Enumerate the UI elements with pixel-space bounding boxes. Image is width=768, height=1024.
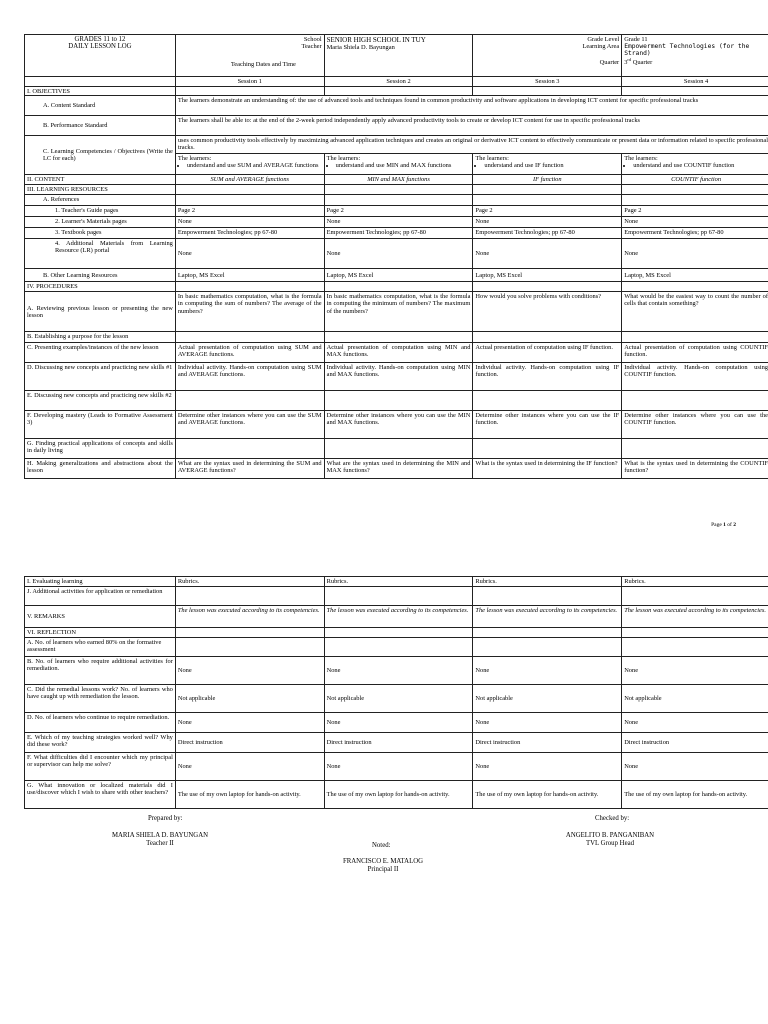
additional-activities-row: [25, 587, 768, 606]
session-3-header: Session 3: [473, 77, 622, 87]
blank-cell: [25, 77, 176, 87]
session-3-evaluating: Rubrics.: [473, 577, 622, 587]
blank-cell: [473, 282, 622, 292]
procedure-h-row: [25, 459, 768, 479]
session-4-reflection-d: None: [622, 713, 768, 733]
content-heading: II. CONTENT: [25, 175, 176, 185]
noted-name: FRANCISCO E. MATALOG: [342, 858, 424, 865]
learning-area-value: Empowerment Technologies (for the Strand): [624, 42, 750, 58]
competency-text-row: [25, 136, 768, 154]
session-3-content: IF function: [473, 175, 622, 185]
session-1-procedure-f: Determine other instances where you can use the SUM and AVERAGE functions.: [175, 411, 324, 439]
session-3-procedure-c: Actual presentation of computation using IF function.: [473, 343, 622, 363]
session-3-objective: The learners: • understand and use IF function: [473, 154, 622, 175]
session-1-header: Session 1: [175, 77, 324, 87]
session-4-reflection-c: Not applicable: [622, 685, 768, 713]
procedure-g-label: G. Finding practical applications of concepts and skills in daily living: [25, 439, 176, 459]
noted-title: Principal II: [367, 866, 399, 874]
reflection-heading: VI. REFLECTION: [25, 628, 176, 638]
textbook-label: 3. Textbook pages: [25, 228, 176, 239]
session-3-procedure-h: What is the syntax used in determining the IF function?: [473, 459, 622, 479]
session-2-reflection-d: None: [324, 713, 473, 733]
session-2-tg: Page 2: [324, 206, 473, 217]
blank-cell: [175, 195, 324, 206]
reflection-f-row: [25, 753, 768, 781]
blank-cell: [622, 332, 768, 343]
session-2-procedure-a: In basic mathematics computation, what is the formula in computing the minimum of numbers? The maximum of the numbers?: [324, 292, 473, 332]
teaching-dates-label: Teaching Dates and Time: [230, 61, 296, 69]
session-4-content: COUNTIF function: [622, 175, 768, 185]
session-2-procedure-f: Determine other instances where you can use the MIN and MAX functions.: [324, 411, 473, 439]
blank-cell: [473, 439, 622, 459]
blank-cell: [175, 332, 324, 343]
content-standard-label: A. Content Standard: [25, 96, 176, 116]
blank-cell: [175, 628, 324, 638]
additional-materials-label: 4. Additional Materials from Learning Resource (LR) portal: [25, 239, 176, 269]
prepared-by-label: Prepared by:: [148, 815, 183, 822]
objectives-heading: I. OBJECTIVES: [25, 87, 176, 96]
blank-cell: [622, 628, 768, 638]
page-number: Page 1 of 2: [711, 522, 736, 528]
session-2-evaluating: Rubrics.: [324, 577, 473, 587]
reflection-c-label: C. Did the remedial lessons work? No. of learners who have caught up with remediation the lesson.: [25, 685, 176, 713]
blank-cell: [622, 195, 768, 206]
learners-materials-label: 2. Learner's Materials pages: [25, 217, 176, 228]
performance-standard-row: [25, 116, 768, 136]
blank-cell: [324, 391, 473, 411]
reflection-a-label: A. No. of learners who earned 80% on the formative assessment: [25, 638, 176, 657]
grade-level-label: Grade Level: [587, 35, 620, 43]
session-header-row: [25, 77, 768, 87]
school-label: School: [303, 35, 322, 43]
blank-cell: [622, 282, 768, 292]
session-4-procedure-h: What is the syntax used in determining the COUNTIF function?: [622, 459, 768, 479]
session-3-reflection-g: The use of my own laptop for hands-on activity.: [473, 781, 622, 809]
session-2-reflection-b: None: [324, 657, 473, 685]
references-row: [25, 195, 768, 206]
blank-cell: [473, 185, 622, 195]
blank-cell: [324, 628, 473, 638]
header-labels-right: [473, 35, 622, 77]
teachers-guide-label: 1. Teacher's Guide pages: [25, 206, 176, 217]
blank-cell: [175, 282, 324, 292]
session-1-objective: The learners: • understand and use SUM and AVERAGE functions: [175, 154, 324, 175]
prepared-by-name: MARIA SHIELA D. BAYUNGAN: [111, 832, 209, 839]
procedure-f-label: F. Developing mastery (Leads to Formative Assessment 3): [25, 411, 176, 439]
session-4-procedure-c: Actual presentation of computation using COUNTIF function.: [622, 343, 768, 363]
textbook-row: [25, 228, 768, 239]
session-4-tg: Page 2: [622, 206, 768, 217]
reflection-g-label: G. What innovation or localized materials did I use/discover which I wish to share with other teachers?: [25, 781, 176, 809]
session-1-reflection-b: None: [175, 657, 324, 685]
school-value: SENIOR HIGH SCHOOL IN TUY: [326, 35, 426, 44]
log-title: [25, 35, 176, 77]
session-4-textbook: Empowerment Technologies; pp 67-80: [622, 228, 768, 239]
session-2-procedure-c: Actual presentation of computation using MIN and MAX functions.: [324, 343, 473, 363]
reflection-d-label: D. No. of learners who continue to require remediation.: [25, 713, 176, 733]
blank-cell: [324, 185, 473, 195]
reflection-f-label: F. What difficulties did I encounter which my principal or supervisor can help me solve?: [25, 753, 176, 781]
header-row: [25, 35, 768, 77]
blank-cell: [622, 87, 768, 96]
session-2-objective: The learners: • understand and use MIN and MAX functions: [324, 154, 473, 175]
session-2-remarks: The lesson was executed according to its competencies.: [324, 606, 473, 628]
blank-cell: [473, 195, 622, 206]
procedure-f-row: [25, 411, 768, 439]
additional-materials-row: [25, 239, 768, 269]
session-4-additional: None: [622, 239, 768, 269]
blank-cell: [622, 638, 768, 657]
blank-cell: [324, 282, 473, 292]
session-1-reflection-f: None: [175, 753, 324, 781]
other-resources-row: [25, 269, 768, 282]
prepared-by-block: [60, 832, 260, 848]
checked-by-title: TVL Group Head: [585, 840, 635, 848]
session-4-procedure-d: Individual activity. Hands-on computation using COUNTIF function.: [622, 363, 768, 391]
blank-cell: [324, 332, 473, 343]
blank-cell: [473, 638, 622, 657]
session-2-reflection-g: The use of my own laptop for hands-on activity.: [324, 781, 473, 809]
blank-cell: [622, 391, 768, 411]
blank-cell: [175, 587, 324, 606]
session-4-reflection-e: Direct instruction: [622, 733, 768, 753]
grade-level-value: Grade 11: [624, 35, 648, 43]
learners-materials-row: [25, 217, 768, 228]
session-3-procedure-a: How would you solve problems with conditions?: [473, 292, 622, 332]
session-1-additional: None: [175, 239, 324, 269]
procedure-d-label: D. Discussing new concepts and practicing new skills #1: [25, 363, 176, 391]
procedure-g-row: [25, 439, 768, 459]
session-1-textbook: Empowerment Technologies; pp 67-80: [175, 228, 324, 239]
session-2-reflection-c: Not applicable: [324, 685, 473, 713]
session-1-reflection-c: Not applicable: [175, 685, 324, 713]
header-labels-left: [175, 35, 324, 77]
lesson-log-table-page-2: [24, 576, 768, 809]
other-resources-label: B. Other Learning Resources: [25, 269, 176, 282]
teacher-value: Maria Shiela D. Bayungan: [326, 43, 395, 51]
session-3-reflection-f: None: [473, 753, 622, 781]
reflection-b-row: [25, 657, 768, 685]
blank-cell: [324, 638, 473, 657]
session-3-reflection-c: Not applicable: [473, 685, 622, 713]
additional-activities-label: J. Additional activities for application or remediation: [25, 587, 176, 606]
session-1-procedure-d: Individual activity. Hands-on computation using SUM and AVERAGE functions.: [175, 363, 324, 391]
session-1-reflection-e: Direct instruction: [175, 733, 324, 753]
session-3-procedure-f: Determine other instances where you can use the IF function.: [473, 411, 622, 439]
session-3-reflection-d: None: [473, 713, 622, 733]
reflection-d-row: [25, 713, 768, 733]
resources-heading-row: [25, 185, 768, 195]
session-2-procedure-d: Individual activity. Hands-on computation using MIN and MAX functions.: [324, 363, 473, 391]
teachers-guide-row: [25, 206, 768, 217]
learning-area-label: Learning Area: [582, 42, 620, 50]
checked-by-block: [510, 832, 710, 848]
objectives-heading-row: [25, 87, 768, 96]
blank-cell: [175, 185, 324, 195]
checked-by-label: Checked by:: [595, 815, 630, 822]
quarter-value: 3rd Quarter: [624, 57, 653, 67]
title-line-1: GRADES 11 to 12: [74, 35, 126, 43]
procedures-heading-row: [25, 282, 768, 292]
blank-cell: [175, 439, 324, 459]
blank-cell: [473, 628, 622, 638]
session-4-other: Laptop, MS Excel: [622, 269, 768, 282]
blank-cell: [622, 185, 768, 195]
session-4-procedure-a: What would be the easiest way to count the number of cells that contain something?: [622, 292, 768, 332]
blank-cell: [324, 195, 473, 206]
remarks-row: [25, 606, 768, 628]
session-1-content: SUM and AVERAGE functions: [175, 175, 324, 185]
session-2-reflection-f: None: [324, 753, 473, 781]
procedure-a-label: A. Reviewing previous lesson or presenting the new lesson: [25, 292, 176, 332]
blank-cell: [473, 332, 622, 343]
session-3-procedure-d: Individual activity. Hands-on computation using IF function.: [473, 363, 622, 391]
content-row: [25, 175, 768, 185]
evaluating-learning-label: I. Evaluating learning: [25, 577, 176, 587]
session-4-header: Session 4: [622, 77, 768, 87]
session-2-content: MIN and MAX functions: [324, 175, 473, 185]
blank-cell: [473, 391, 622, 411]
reflection-a-row: [25, 638, 768, 657]
session-2-lm: None: [324, 217, 473, 228]
session-2-procedure-h: What are the syntax used in determining the MIN and MAX functions?: [324, 459, 473, 479]
session-2-reflection-e: Direct instruction: [324, 733, 473, 753]
reflection-e-row: [25, 733, 768, 753]
blank-cell: [175, 87, 324, 96]
session-1-tg: Page 2: [175, 206, 324, 217]
session-1-procedure-h: What are the syntax used in determining the SUM and AVERAGE functions?: [175, 459, 324, 479]
session-1-procedure-a: In basic mathematics computation, what is the formula in computing the sum of numbers? The average of the numbers?: [175, 292, 324, 332]
blank-cell: [622, 587, 768, 606]
performance-standard-text: The learners shall be able to: at the end of the 2-week period independently apply advanced productivity tools to create or develop ICT content for use in specific professional tracks: [175, 116, 768, 136]
prepared-by-title: Teacher II: [146, 840, 174, 848]
procedures-heading: IV. PROCEDURES: [25, 282, 176, 292]
header-values-left: [324, 35, 473, 77]
session-1-lm: None: [175, 217, 324, 228]
session-3-textbook: Empowerment Technologies; pp 67-80: [473, 228, 622, 239]
evaluating-learning-row: [25, 577, 768, 587]
teacher-label: Teacher: [301, 42, 322, 50]
blank-cell: [622, 439, 768, 459]
session-4-procedure-f: Determine other instances where you can use the COUNTIF function.: [622, 411, 768, 439]
session-1-remarks: The lesson was executed according to its competencies.: [175, 606, 324, 628]
session-3-remarks: The lesson was executed according to its competencies.: [473, 606, 622, 628]
learning-competency-text: uses common productivity tools effectively by maximizing advanced application techniques and creates an original or derivative ICT content to effectively communicate or present data or information related to specific professional tracks.: [175, 136, 768, 154]
session-3-tg: Page 2: [473, 206, 622, 217]
session-3-reflection-e: Direct instruction: [473, 733, 622, 753]
session-3-additional: None: [473, 239, 622, 269]
learning-competency-label: C. Learning Competencies / Objectives (Write the LC for each): [25, 136, 176, 175]
session-4-reflection-f: None: [622, 753, 768, 781]
procedure-b-row: [25, 332, 768, 343]
session-3-reflection-b: None: [473, 657, 622, 685]
session-2-textbook: Empowerment Technologies; pp 67-80: [324, 228, 473, 239]
header-values-right: [622, 35, 768, 77]
session-4-reflection-g: The use of my own laptop for hands-on activity.: [622, 781, 768, 809]
session-2-other: Laptop, MS Excel: [324, 269, 473, 282]
blank-cell: [473, 587, 622, 606]
title-line-2: DAILY LESSON LOG: [68, 43, 132, 51]
reflection-g-row: [25, 781, 768, 809]
blank-cell: [324, 587, 473, 606]
content-standard-row: [25, 96, 768, 116]
session-4-objective: The learners: • understand and use COUNTIF function: [622, 154, 768, 175]
session-2-additional: None: [324, 239, 473, 269]
content-standard-text: The learners demonstrate an understanding of: the use of advanced tools and techniques found in common productivity and software applications in developing ICT content for specific professional tracks: [175, 96, 768, 116]
noted-label: Noted:: [372, 842, 391, 849]
procedure-e-label: E. Discussing new concepts and practicing new skills #2: [25, 391, 176, 411]
noted-block: [283, 858, 483, 874]
remarks-label: V. REMARKS: [25, 606, 176, 628]
session-1-procedure-c: Actual presentation of computation using SUM and AVERAGE functions.: [175, 343, 324, 363]
procedure-b-label: B. Establishing a purpose for the lesson: [25, 332, 176, 343]
procedure-e-row: [25, 391, 768, 411]
blank-cell: [175, 638, 324, 657]
session-4-evaluating: Rubrics.: [622, 577, 768, 587]
checked-by-name: ANGELITO B. PANGANIBAN: [565, 832, 655, 839]
session-1-evaluating: Rubrics.: [175, 577, 324, 587]
resources-heading: III. LEARNING RESOURCES: [25, 185, 176, 195]
performance-standard-label: B. Performance Standard: [25, 116, 176, 136]
blank-cell: [324, 439, 473, 459]
references-label: A. References: [25, 195, 176, 206]
session-4-remarks: The lesson was executed according to its competencies.: [622, 606, 768, 628]
procedure-c-label: C. Presenting examples/instances of the new lesson: [25, 343, 176, 363]
procedure-h-label: H. Making generalizations and abstractions about the lesson: [25, 459, 176, 479]
session-1-reflection-g: The use of my own laptop for hands-on activity.: [175, 781, 324, 809]
session-4-reflection-b: None: [622, 657, 768, 685]
reflection-e-label: E. Which of my teaching strategies worked well? Why did these work?: [25, 733, 176, 753]
quarter-label: Quarter: [599, 59, 620, 67]
reflection-b-label: B. No. of learners who require additional activities for remediation.: [25, 657, 176, 685]
session-2-header: Session 2: [324, 77, 473, 87]
blank-cell: [175, 391, 324, 411]
blank-cell: [473, 87, 622, 96]
procedure-a-row: [25, 292, 768, 332]
session-3-lm: None: [473, 217, 622, 228]
procedure-d-row: [25, 363, 768, 391]
procedure-c-row: [25, 343, 768, 363]
session-4-lm: None: [622, 217, 768, 228]
blank-cell: [324, 87, 473, 96]
reflection-heading-row: [25, 628, 768, 638]
daily-lesson-log-table: [24, 34, 768, 479]
session-1-other: Laptop, MS Excel: [175, 269, 324, 282]
reflection-c-row: [25, 685, 768, 713]
session-3-other: Laptop, MS Excel: [473, 269, 622, 282]
session-1-reflection-d: None: [175, 713, 324, 733]
